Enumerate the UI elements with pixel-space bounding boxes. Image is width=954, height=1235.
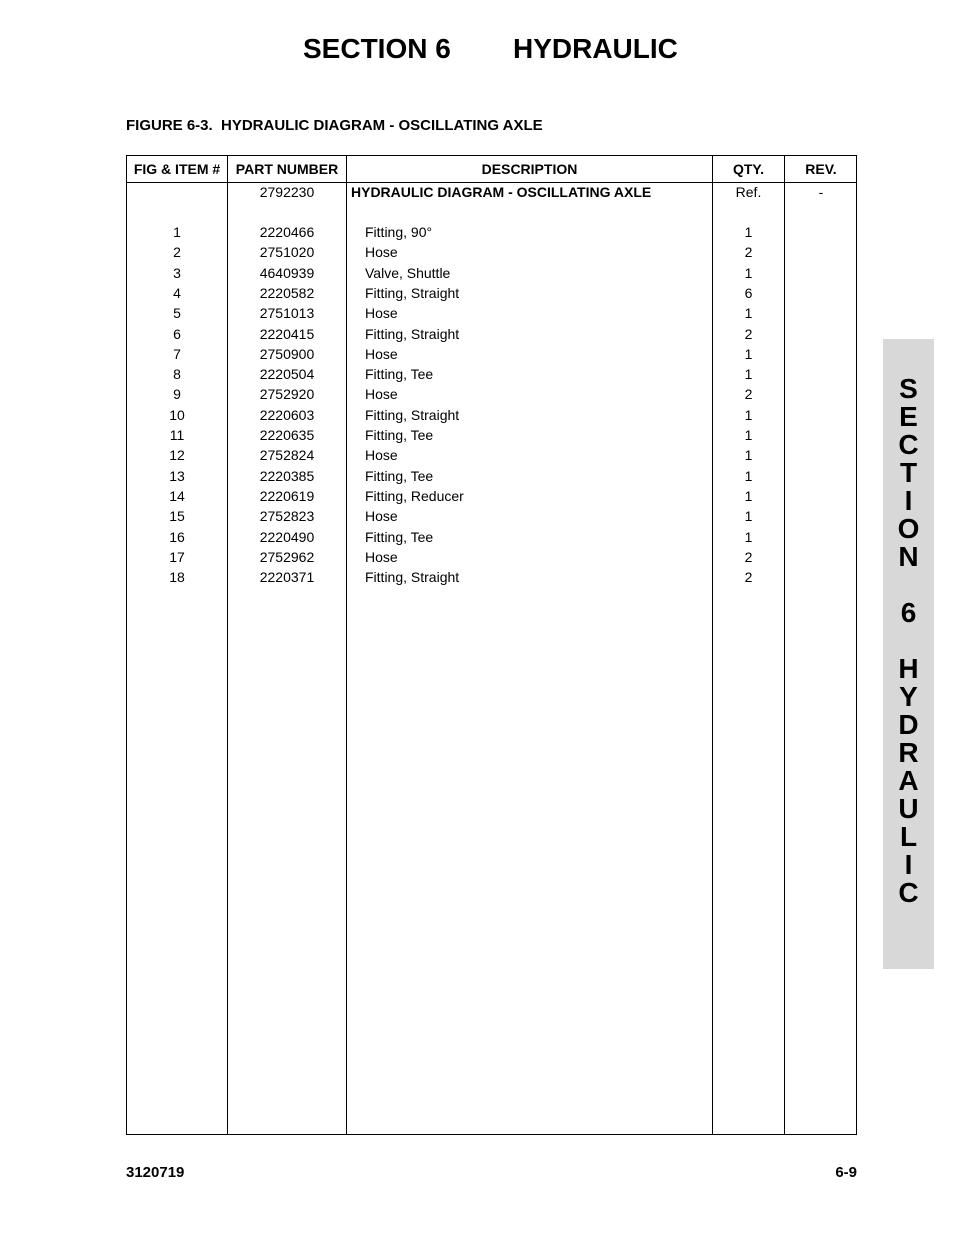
- description: Fitting, Tee: [365, 467, 434, 484]
- part-number: 2751013: [259, 305, 315, 322]
- parts-table: [126, 155, 857, 1135]
- item-number: 9: [173, 386, 181, 403]
- section-number: SECTION 6: [303, 33, 451, 64]
- side-tab-letter: T: [899, 457, 918, 488]
- quantity: 2: [744, 569, 753, 586]
- side-tab-letter: I: [904, 849, 913, 880]
- quantity: 1: [744, 345, 753, 362]
- table-row: [127, 285, 856, 305]
- item-number: 8: [173, 366, 181, 383]
- part-number: 2220635: [259, 427, 315, 443]
- part-number: 2750900: [259, 345, 315, 362]
- description: Hose: [365, 305, 398, 322]
- column-header-item: FIG & ITEM #: [133, 161, 221, 177]
- table-row: [127, 366, 856, 386]
- table-row: [127, 529, 856, 549]
- description: Fitting, Tee: [365, 528, 434, 545]
- table-row: [127, 488, 856, 508]
- quantity: 1: [744, 427, 753, 443]
- quantity: Ref.: [735, 184, 762, 200]
- quantity: 1: [744, 467, 753, 484]
- description: Hose: [365, 345, 398, 362]
- part-number: 2220466: [259, 224, 315, 240]
- quantity: 1: [744, 406, 753, 423]
- description: Fitting, Straight: [365, 406, 460, 423]
- quantity: 2: [744, 386, 753, 403]
- part-number: 2220371: [259, 569, 315, 586]
- part-number: 2220619: [259, 487, 315, 504]
- part-number: 2752962: [259, 548, 315, 565]
- table-row: [127, 326, 856, 346]
- part-number: 2752823: [259, 508, 315, 525]
- quantity: 1: [744, 305, 753, 322]
- section-side-tab: [883, 339, 934, 969]
- table-row: [127, 468, 856, 488]
- item-number: 18: [169, 569, 185, 586]
- description: Valve, Shuttle: [365, 264, 451, 281]
- item-number: 6: [173, 325, 181, 342]
- side-tab-letter: R: [898, 737, 919, 768]
- table-row: [127, 508, 856, 528]
- part-number: 2751020: [259, 244, 315, 261]
- side-tab-letter: U: [898, 793, 919, 824]
- assembly-row: [127, 184, 856, 204]
- item-number: 10: [169, 406, 185, 423]
- table-row: [127, 346, 856, 366]
- description: Fitting, Tee: [365, 427, 434, 443]
- quantity: 1: [744, 508, 753, 525]
- part-number: 2220490: [259, 528, 315, 545]
- description: Hose: [365, 244, 398, 261]
- page-number: 6-9: [835, 1164, 857, 1181]
- quantity: 2: [744, 325, 753, 342]
- part-number: 2220504: [259, 366, 315, 383]
- quantity: 1: [744, 528, 753, 545]
- item-number: 2: [173, 244, 181, 261]
- side-tab-letter: 6: [900, 597, 917, 628]
- side-tab-letter: A: [898, 765, 919, 796]
- quantity: 6: [744, 284, 753, 301]
- side-tab-letter: E: [899, 401, 918, 432]
- description: Fitting, Tee: [365, 366, 434, 383]
- quantity: 1: [744, 366, 753, 383]
- description: Fitting, Straight: [365, 284, 460, 301]
- header-divider: [127, 182, 856, 183]
- part-number: 2792230: [259, 184, 315, 200]
- item-number: 12: [169, 447, 185, 464]
- item-number: 11: [169, 427, 185, 443]
- quantity: 1: [744, 264, 753, 281]
- table-row: [127, 305, 856, 325]
- table-row: [127, 549, 856, 569]
- item-number: 1: [173, 224, 181, 240]
- item-number: 17: [169, 548, 185, 565]
- column-header-rev: REV.: [805, 161, 837, 177]
- side-tab-letter: Y: [899, 681, 918, 712]
- description: Fitting, Straight: [365, 569, 460, 586]
- table-row: [127, 244, 856, 264]
- description: Hose: [365, 386, 398, 403]
- item-number: 14: [169, 487, 185, 504]
- description: Hose: [365, 447, 398, 464]
- table-row: [127, 569, 856, 589]
- item-number: 16: [169, 528, 185, 545]
- item-number: 15: [169, 508, 185, 525]
- side-tab-letter: L: [899, 821, 918, 852]
- column-header-qty: QTY.: [732, 161, 765, 177]
- part-number: 4640939: [259, 264, 315, 281]
- description: HYDRAULIC DIAGRAM - OSCILLATING AXLE: [351, 184, 652, 200]
- section-title: HYDRAULIC: [513, 33, 678, 64]
- page-header: [0, 33, 954, 69]
- description: Hose: [365, 548, 398, 565]
- part-number: 2220582: [259, 284, 315, 301]
- table-row: [127, 447, 856, 467]
- quantity: 1: [744, 487, 753, 504]
- side-tab-letter: N: [898, 541, 919, 572]
- quantity: 2: [744, 548, 753, 565]
- column-header-description: DESCRIPTION: [481, 161, 578, 177]
- column-header-part-number: PART NUMBER: [235, 161, 339, 177]
- table-row: [127, 427, 856, 447]
- side-tab-letter: S: [899, 373, 918, 404]
- side-tab-letter: D: [898, 709, 919, 740]
- side-tab-letter: C: [898, 877, 919, 908]
- item-number: 13: [169, 467, 185, 484]
- item-number: 3: [173, 264, 181, 281]
- part-number: 2752824: [259, 447, 315, 464]
- side-tab-letter: H: [898, 653, 919, 684]
- side-tab-letter: I: [904, 485, 913, 516]
- table-row: [127, 386, 856, 406]
- description: Hose: [365, 508, 398, 525]
- part-number: 2220603: [259, 406, 315, 423]
- description: Fitting, Straight: [365, 325, 460, 342]
- quantity: 1: [744, 224, 753, 240]
- document-number: 3120719: [126, 1164, 185, 1181]
- figure-title: FIGURE 6-3. HYDRAULIC DIAGRAM - OSCILLATING AXLE: [126, 117, 543, 134]
- side-tab-letter: C: [898, 429, 919, 460]
- item-number: 4: [173, 284, 181, 301]
- item-number: 7: [173, 345, 181, 362]
- part-number: 2220415: [259, 325, 315, 342]
- quantity: 1: [744, 447, 753, 464]
- quantity: 2: [744, 244, 753, 261]
- table-row: [127, 265, 856, 285]
- table-row: [127, 224, 856, 244]
- description: Fitting, 90°: [365, 224, 433, 240]
- side-tab-letter: O: [897, 513, 920, 544]
- item-number: 5: [173, 305, 181, 322]
- description: Fitting, Reducer: [365, 487, 464, 504]
- part-number: 2220385: [259, 467, 315, 484]
- table-row: [127, 407, 856, 427]
- revision: -: [818, 184, 824, 200]
- part-number: 2752920: [259, 386, 315, 403]
